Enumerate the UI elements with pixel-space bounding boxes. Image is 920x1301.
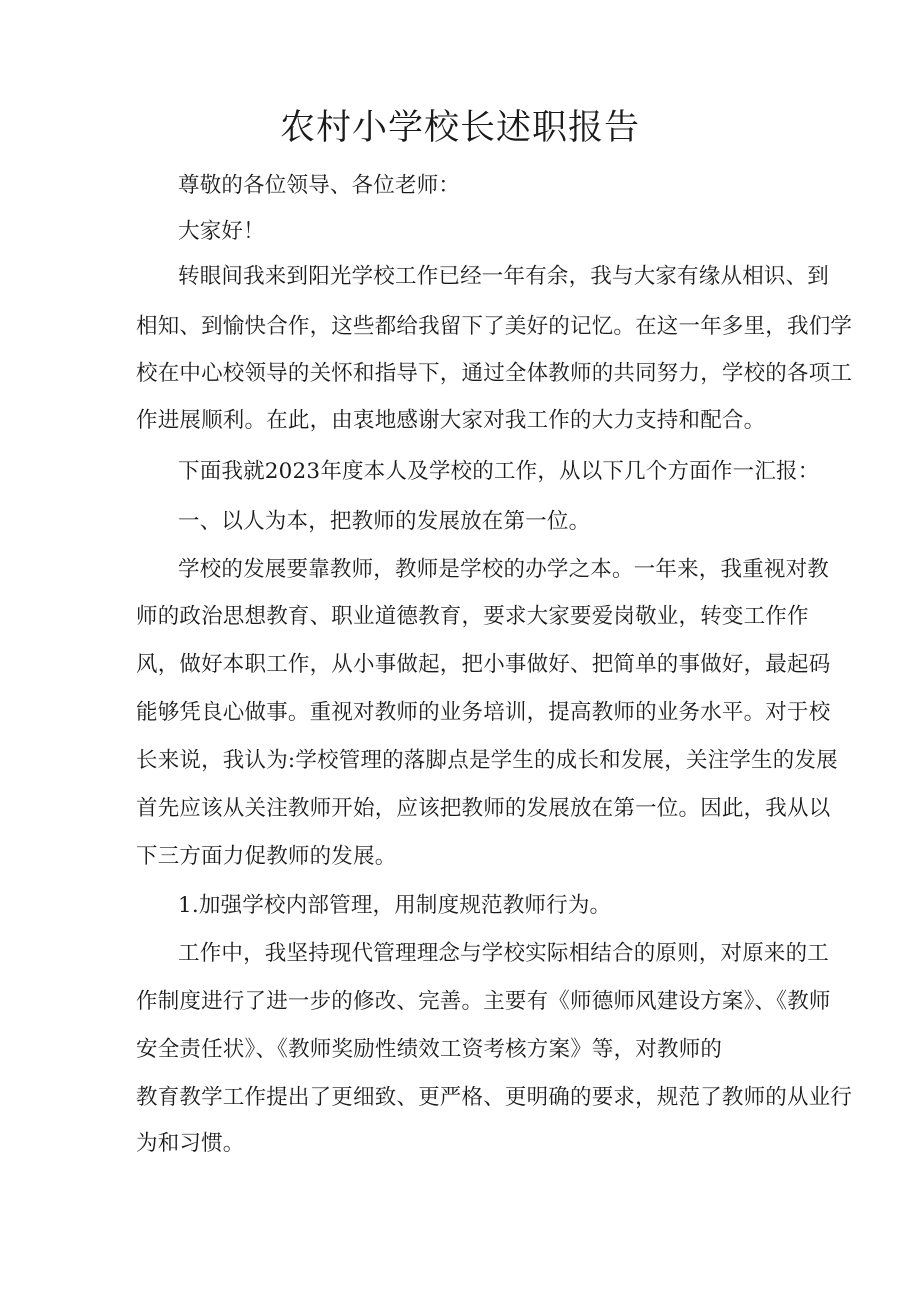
paragraph-3-line-7: 下三方面力促教师的发展。	[136, 844, 397, 869]
salutation: 尊敬的各位领导、各位老师：	[178, 173, 461, 198]
section-heading-1: 一、以人为本，把教师的发展放在第一位。	[178, 509, 591, 534]
paragraph-4-line-1: 工作中，我坚持现代管理理念与学校实际相结合的原则，对原来的工	[178, 941, 830, 966]
paragraph-4-line-2: 作制度进行了进一步的修改、完善。主要有《师德师风建设方案》、《教师	[136, 989, 831, 1014]
paragraph-3-line-3: 风，做好本职工作，从小事做起，把小事做好、把简单的事做好，最起码	[136, 652, 831, 677]
paragraph-3-line-1: 学校的发展要靠教师，教师是学校的办学之本。一年来，我重视对教	[178, 557, 830, 582]
paragraph-1-line-3: 校在中心校领导的关怀和指导下，通过全体教师的共同努力，学校的各项工	[136, 361, 853, 386]
paragraph-3-line-5: 长来说，我认为:学校管理的落脚点是学生的成长和发展，关注学生的发展	[136, 748, 838, 773]
page-title: 农村小学校长述职报告	[279, 108, 640, 148]
paragraph-2: 下面我就2023年度本人及学校的工作，从以下几个方面作一汇报：	[178, 459, 820, 484]
paragraph-3-line-4: 能够凭良心做事。重视对教师的业务培训，提高教师的业务水平。对于校	[136, 700, 831, 725]
paragraph-4-line-4: 教育教学工作提出了更细致、更严格、更明确的要求，规范了教师的从业行	[136, 1085, 853, 1110]
paragraph-3-line-6: 首先应该从关注教师开始，应该把教师的发展放在第一位。因此，我从以	[136, 796, 831, 821]
paragraph-1-line-4: 作进展顺利。在此，由衷地感谢大家对我工作的大力支持和配合。	[136, 408, 766, 433]
paragraph-1-line-2: 相知、到愉快合作，这些都给我留下了美好的记忆。在这一年多里，我们学	[136, 314, 853, 339]
greeting: 大家好！	[178, 219, 265, 244]
paragraph-1-line-1: 转眼间我来到阳光学校工作已经一年有余，我与大家有缘从相识、到	[178, 264, 830, 289]
paragraph-3-line-2: 师的政治思想教育、职业道德教育，要求大家要爱岗敬业，转变工作作	[136, 604, 809, 629]
subheading-1: 1.加强学校内部管理，用制度规范教师行为。	[178, 893, 612, 918]
paragraph-4-line-5: 为和习惯。	[136, 1131, 245, 1156]
paragraph-4-line-3: 安全责任状》、《教师奖励性绩效工资考核方案》等，对教师的	[136, 1037, 723, 1062]
